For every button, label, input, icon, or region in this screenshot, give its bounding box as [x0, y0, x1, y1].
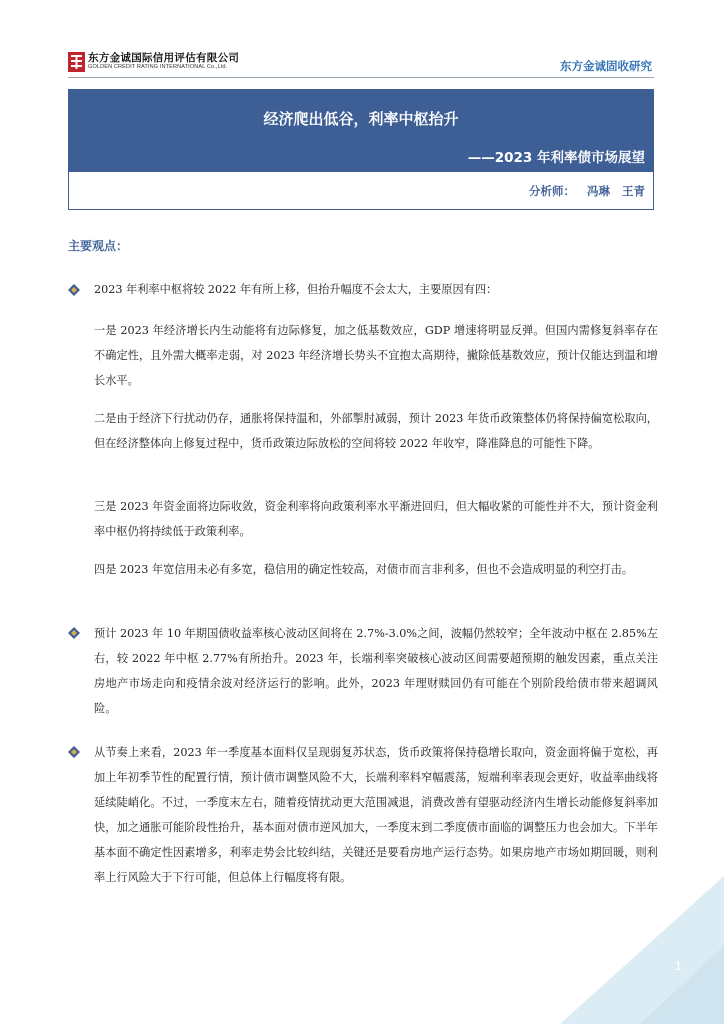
- bullet-icon: [68, 746, 80, 758]
- reason-4: 四是 2023 年宽信用未必有多宽，稳信用的确定性较高，对债市而言非利多，但也不会造成明显的利空打击。: [94, 563, 634, 576]
- section-title: 主要观点：: [68, 239, 129, 253]
- analyst-name: 冯琳: [587, 184, 610, 198]
- analyst-label: 分析师：: [529, 184, 575, 198]
- reason-1: 一是 2023 年经济增长内生动能将有边际修复，加之低基数效应，GDP 增速将明显反弹。但国内需修复斜率存在不确定性，且外需大概率走弱，对 2023 年经济增长势头不宜抱太高期待，撇除低基数效应，预计仅能达到温和增长水平。: [94, 324, 658, 387]
- analyst-line: [529, 183, 645, 199]
- report-title: 经济爬出低谷，利率中枢抬升: [263, 110, 459, 128]
- company-name-cn: 东方金诚国际信用评估有限公司: [88, 52, 240, 64]
- key-point-1: 2023 年利率中枢将较 2022 年有所上移，但抬升幅度不会太大，主要原因有四：: [94, 283, 498, 296]
- reason-2: 二是由于经济下行扰动仍存，通胀将保持温和，外部掣肘减弱，预计 2023 年货币政策整体仍将保持偏宽松取向，但在经济整体向上修复过程中，货币政策边际放松的空间将较 2022 年收窄，降准降息的可能性下降。: [94, 412, 658, 450]
- key-point-2: 预计 2023 年 10 年期国债收益率核心波动区间将在 2.7%-3.0%之间，波幅仍然较窄；全年波动中枢在 2.85%左右，较 2022 年中枢 2.77%有所抬升。2023 年，长端利率突破核心波动区间需要超预期的触发因素，重点关注房地产市场走向和疫情余波对经济运行的影响。此外，2023 年理财赎回仍有可能在个别阶段给债市带来超调风险。: [94, 627, 658, 715]
- logo-mark-icon: [68, 52, 85, 72]
- bullet-icon: [68, 284, 80, 296]
- bullet-icon: [68, 627, 80, 639]
- analyst-name: 王青: [622, 184, 645, 198]
- research-brand: 东方金诚固收研究: [560, 59, 652, 73]
- company-logo: [68, 50, 268, 76]
- title-band: [69, 90, 653, 172]
- company-name-en: GOLDEN CREDIT RATING INTERNATIONAL Co.,Ltd.: [88, 64, 228, 70]
- page-number: 1: [675, 959, 682, 973]
- header-divider: [68, 77, 654, 78]
- reason-3: 三是 2023 年资金面将边际收敛，资金利率将向政策利率水平渐进回归，但大幅收紧的可能性并不大，预计资金利率中枢仍将持续低于政策利率。: [94, 500, 658, 538]
- key-point-3: 从节奏上来看，2023 年一季度基本面料仅呈现弱复苏状态，货币政策将保持稳增长取向，资金面将偏于宽松，再加上年初季节性的配置行情，预计债市调整风险不大，长端利率料窄幅震荡，短端利率表现会更好，收益率曲线将延续陡峭化。不过，一季度末左右，随着疫情扰动更大范围减退，消费改善有望驱动经济内生增长动能修复斜率加快，加之通胀可能阶段性抬升，基本面对债市逆风加大，一季度末到二季度债市面临的调整压力也会加大。下半年基本面不确定性因素增多，利率走势会比较纠结，关键还是要看房地产运行态势。如果房地产市场如期回暖，则利率上行风险大于下行可能，但总体上行幅度将有限。: [94, 746, 658, 884]
- title-box: [68, 89, 654, 210]
- report-subtitle: ——2023 年利率债市场展望: [467, 150, 645, 166]
